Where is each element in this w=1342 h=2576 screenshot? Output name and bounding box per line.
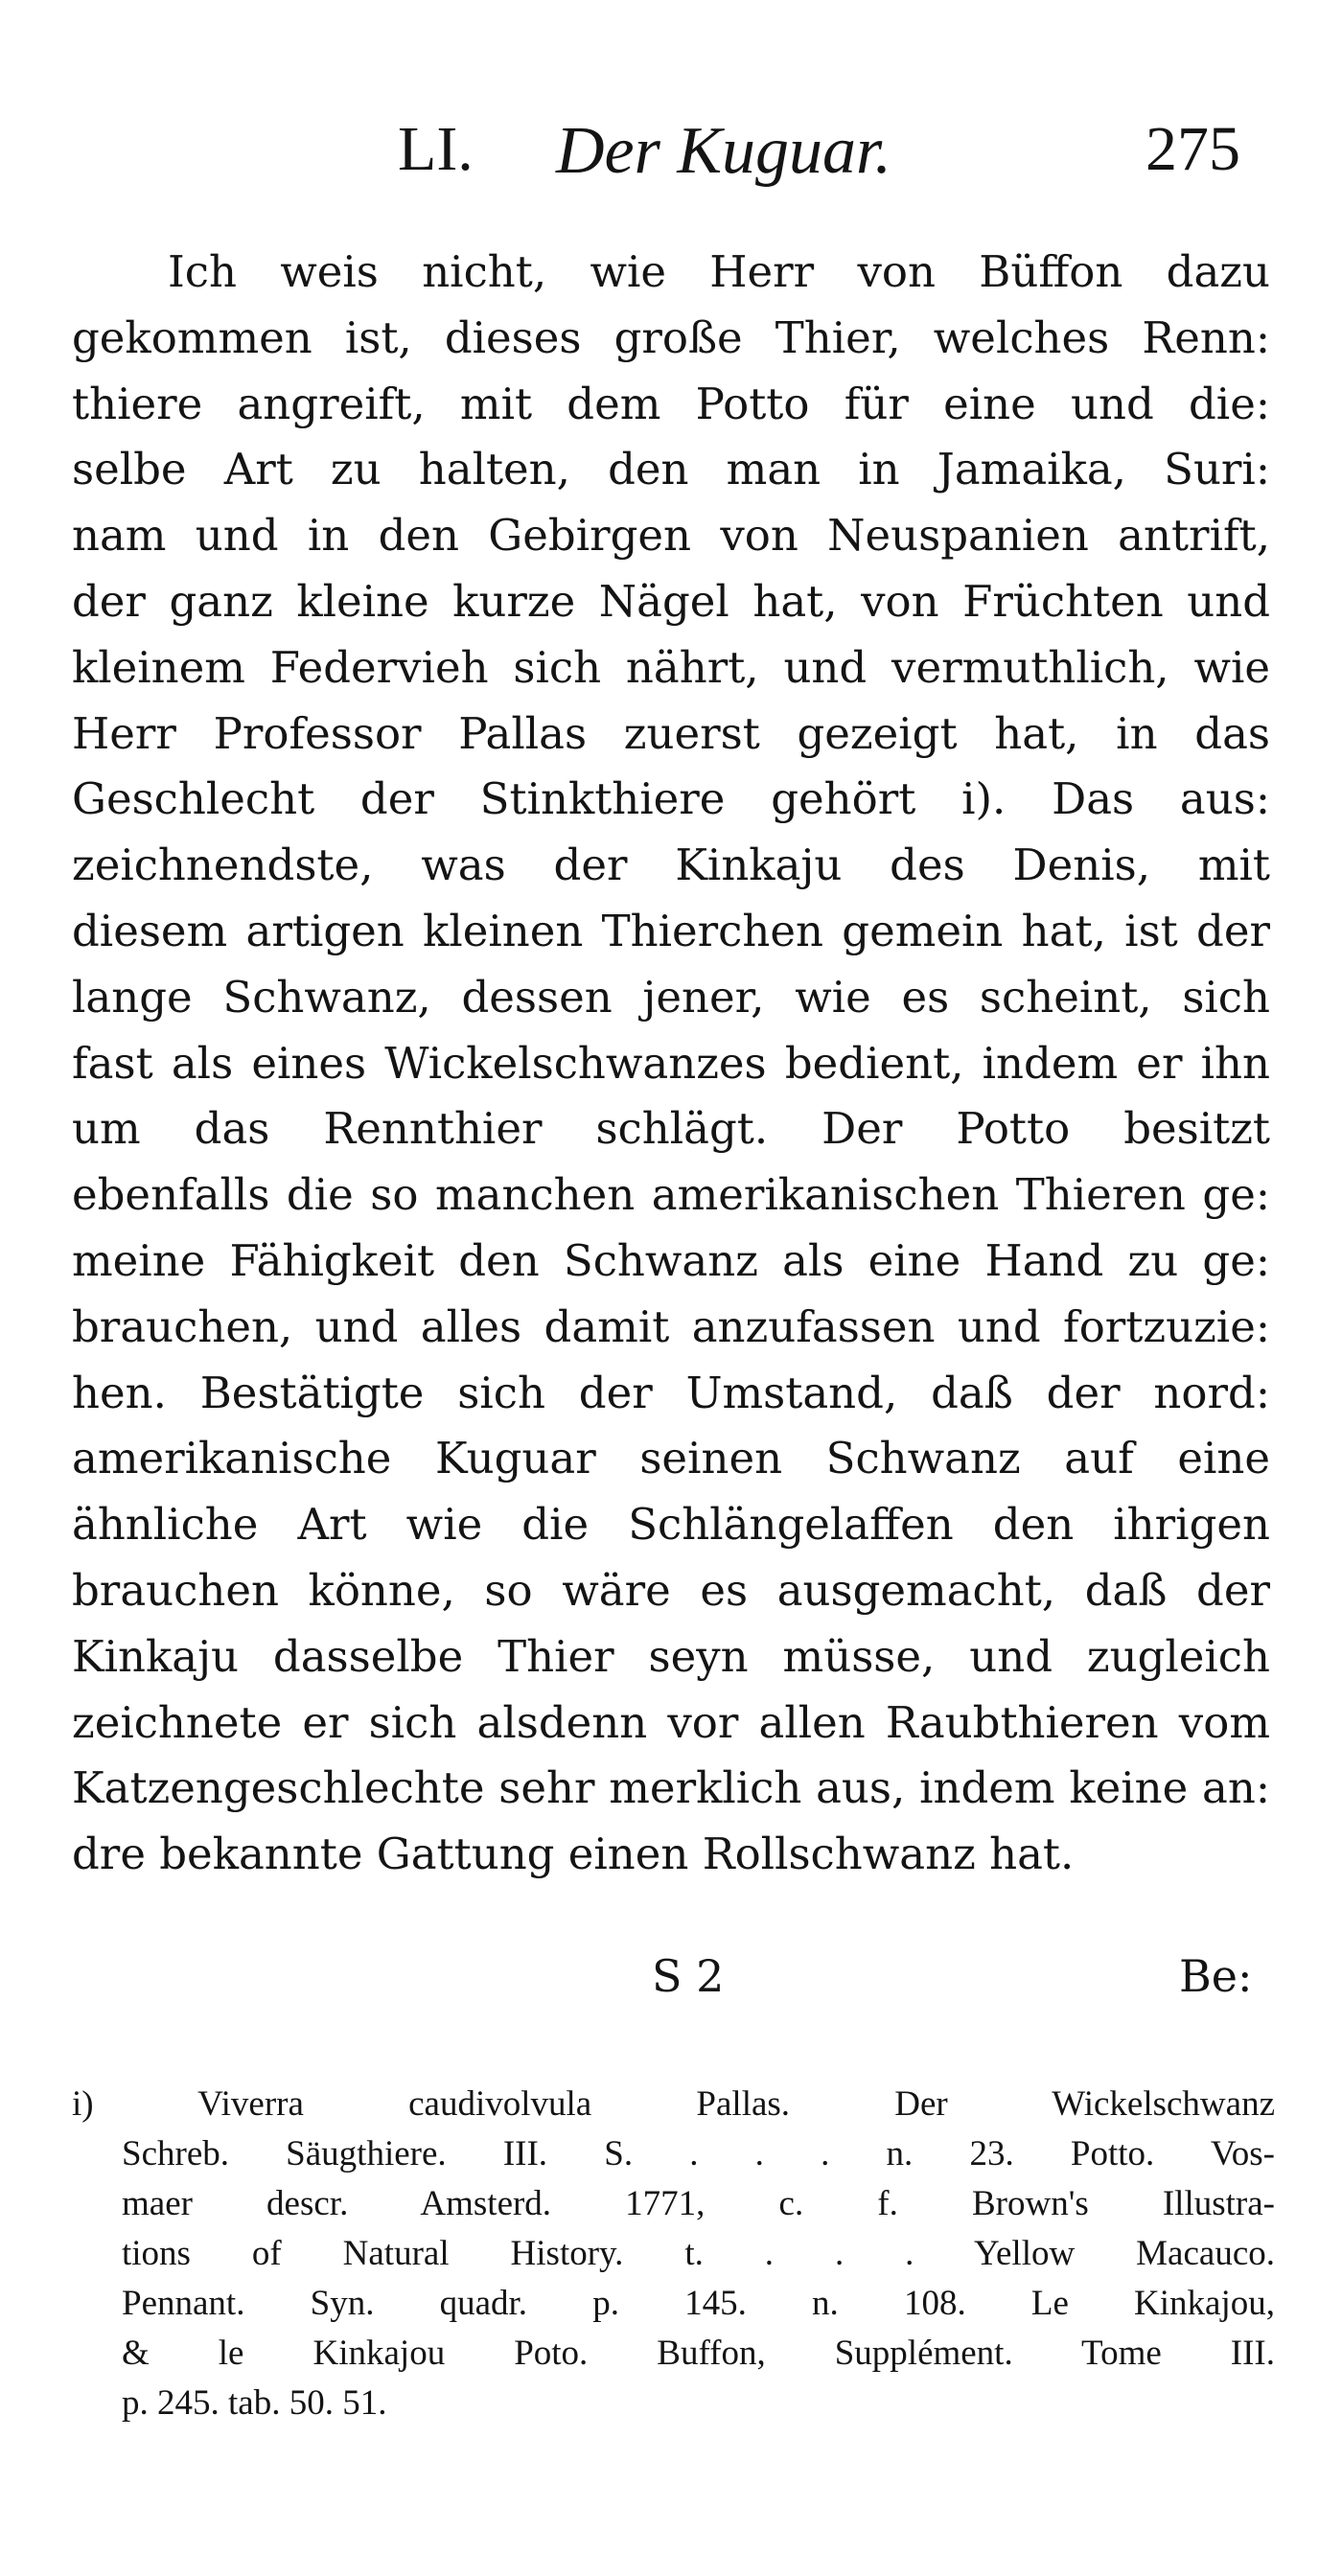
footnote-line: & le Kinkajou Poto. Buffon, Supplément. Tome III. (122, 2334, 1275, 2373)
text-line: Geschlecht der Stinkthiere gehört i). Das aus: (72, 773, 1270, 825)
text-line: thiere angreift, mit dem Potto für eine und die: (72, 378, 1270, 429)
page-number: 275 (1145, 114, 1240, 184)
text-line: diesem artigen kleinen Thierchen gemein hat, ist der (72, 905, 1270, 956)
text-line: Ich weis nicht, wie Herr von Büffon dazu (168, 246, 1270, 297)
running-header (0, 113, 1342, 199)
text-line: zeichnete er sich alsdenn vor allen Raubthieren vom (72, 1696, 1270, 1748)
catchword: Be: (1179, 1950, 1253, 2002)
text-line: ebenfalls die so manchen amerikanischen Thieren ge: (72, 1169, 1270, 1221)
text-line: meine Fähigkeit den Schwanz als eine Hand zu ge: (72, 1234, 1270, 1286)
footnote-line: maer descr. Amsterd. 1771, c. f. Brown's Illustra- (122, 2184, 1275, 2223)
text-line: der ganz kleine kurze Nägel hat, von Früchten und (72, 575, 1270, 627)
text-line: zeichnendste, was der Kinkaju des Denis, mit (72, 840, 1270, 891)
text-line: amerikanische Kuguar seinen Schwanz auf eine (72, 1433, 1270, 1484)
footnote (72, 2080, 1275, 2428)
text-line: hen. Bestätigte sich der Umstand, daß der nord: (72, 1367, 1270, 1418)
text-line: um das Rennthier schlägt. Der Potto besitzt (72, 1103, 1270, 1155)
text-line: dre bekannte Gattung einen Rollschwanz hat. (72, 1828, 1075, 1880)
main-text (72, 240, 1270, 1888)
text-line: brauchen könne, so wäre es ausgemacht, daß der (72, 1564, 1270, 1616)
footnote-line: p. 245. tab. 50. 51. (122, 2383, 387, 2423)
text-line: brauchen, und alles damit anzufassen und fortzuzie: (72, 1300, 1270, 1352)
footnote-line: Schreb. Säugthiere. III. S. . . . n. 23. Potto. Vos- (122, 2134, 1275, 2174)
text-line: nam und in den Gebirgen von Neuspanien antrift, (72, 510, 1270, 562)
text-line: gekommen ist, dieses große Thier, welches Renn: (72, 311, 1270, 363)
text-line: lange Schwanz, dessen jener, wie es scheint, sich (72, 971, 1270, 1023)
text-line: ähnliche Art wie die Schlängelaffen den ihrigen (72, 1499, 1270, 1551)
text-line: Herr Professor Pallas zuerst gezeigt hat, in das (72, 707, 1270, 759)
text-line: Katzengeschlechte sehr merklich aus, indem keine an: (72, 1762, 1270, 1814)
footnote-line: Pennant. Syn. quadr. p. 145. n. 108. Le Kinkajou, (122, 2284, 1275, 2323)
footnote-line: i) Viverra caudivolvula Pallas. Der Wickelschwanz (72, 2084, 1275, 2124)
signature-mark: S 2 (652, 1950, 725, 2002)
text-line: kleinem Federvieh sich nährt, und vermuthlich, wie (72, 641, 1270, 693)
footnote-line: tions of Natural History. t. . . . Yellow Macauco. (122, 2234, 1275, 2273)
chapter-title: Der Kuguar. (556, 114, 892, 188)
text-line: selbe Art zu halten, den man in Jamaika, Suri: (72, 444, 1270, 495)
text-line: Kinkaju dasselbe Thier seyn müsse, und zugleich (72, 1630, 1270, 1682)
chapter-number: LI. (398, 114, 474, 184)
text-line: fast als eines Wickelschwanzes bedient, indem er ihn (72, 1037, 1270, 1089)
